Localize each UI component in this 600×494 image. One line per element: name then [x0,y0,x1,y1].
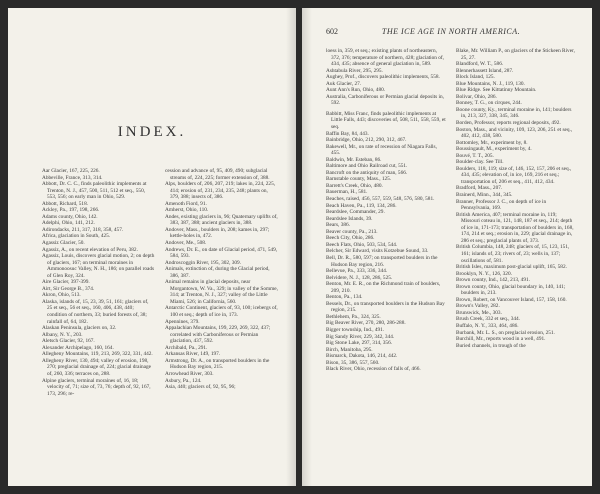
index-entry: Akron, Ohio, 513. [42,292,81,299]
index-entry: Benton, Mr. E. R., on the Richmond train of boulders, 209, 210. [326,281,441,294]
index-entry: Animals, extinction of, during the Glacial period, 386, 387. [165,266,270,279]
index-entry: Brown, Robert, on Vancouver Island, 157, 158, 160. [456,296,567,303]
index-entry: Africa, glaciation in South, 425. [42,233,111,240]
index-entry: Archibald, Pa., 291. [165,344,208,351]
index-entry: Brush Creek, 332 et seq., 344. [456,316,520,323]
index-entry: Boston, Mass., and vicinity, 109, 123, 206, 251 et seq., 402, 412, 438, 580. [456,126,573,140]
index-column [42,168,155,397]
index-entry: Alaskan Peninsula, glaciers on, 32. [42,325,117,332]
index-entry: Aunt Ann's Run, Ohio, 480. [326,87,386,94]
index-entry: Agassiz, A., on recent elevation of Peru, 382. [42,246,138,253]
index-entry: Adirondacks, 211, 317, 318, 358, 457. [42,226,124,233]
index-entry: loess in, 359, et seq.; existing plants of northeastern, 372, 376; temperature of northern, 428; glaciation of, 434, 435; absence of general glaciation in, 589. [326,48,444,68]
index-entry: British Columbia, 148, 248; glaciers of, 15, 123, 151, 161; islands of, 23; rivers of, 23; wells in, 137; oscillations of, 581. [456,244,570,264]
index-entry: Brunswick, Me., 303. [456,309,502,316]
index-entry: Allegheny River, 130, 494; valley of erosion, 198, 270; preglacial drainage of, 224; glacial drainage of, 260, 336; terraces on, 288. [42,357,151,377]
index-entry: Baffin Bay, 84, 443. [326,130,369,137]
index-entry: Aar Glacier, 167, 225, 226. [42,168,100,174]
index-entry: Blennerhassett Island, 287. [456,67,514,74]
index-entry: Allegheny Mountains, 119, 213, 269, 322, 331, 442. [42,351,153,358]
index-entry: Buffalo, N. Y., 333, 464, 486. [456,322,519,329]
index-entry: Alpine glaciers, terminal moraines of, 16, 18; velocity of, 71; size of, 73, 76; depth of, 92, 167, 173, 296; re- [42,377,151,397]
index-entry: Big Beaver River, 270, 280, 286-288. [326,320,406,327]
index-entry: Aire Glacier, 397-399. [42,279,90,286]
index-entry: Burchill, Mr., reports wood in a well, 491. [456,336,546,343]
page-fold-shadow [302,8,312,486]
index-entry: Bancroft on the antiquity of man, 566. [326,169,408,176]
index-entry: Bottomley, Mr., experiment by, 8. [456,139,528,146]
index-entry: Boulders, 118, 119; size of, 146, 152, 157, 206 et seq., 434, 435; elevation of, in ice, 169, 216 et seq.; transportation of, 206 et seq., 411, 412, 434. [456,165,572,185]
index-entry: Birch, Manitoba, 295. [326,346,373,353]
index-entry: Bauerman, H., 581. [326,189,368,196]
left-page [8,8,296,486]
index-entry: Boussingault, M., experiment by, 4. [456,146,532,153]
index-entry: Agassiz Glacier, 50. [42,240,85,247]
index-entry: Bakewell, Mr., on rate of recession of Niagara Falls, 455. [326,143,437,157]
index-entry: Bradford, Mass., 207. [456,185,503,192]
index-entry: Buried channels, in trough of the [456,342,526,349]
right-page [302,8,592,486]
index-entry: Aletsch Glacier, 92, 167. [42,338,95,345]
index-entry: Antarctic Continent, glaciers of, 93, 100; icebergs of, 100 et seq.; depth of ice in, 173. [165,305,278,319]
right-page-columns [326,48,576,373]
index-entry: Blue Ridge. See Kittatinny Mountain. [456,87,537,94]
index-entry: Auk Glacier, 27. [326,80,362,87]
index-entry: Andes, existing glaciers in, 96; Quaternary uplifts of, 383, 387, 388; ancient glaciers in, 388. [165,213,278,227]
index-entry: Alaska, islands of, 15, 23, 39, 51, 161; glaciers of, 25 et seq., 56 et seq., 160, 406, 438, 440; condition of northern, 33; buried forests of, 38; rainfall of, 64, 182. [42,298,149,325]
index-entry: Amherst, Ohio, 110. [165,207,209,214]
index-entry: Bell, Dr. R., 580, 597; on transported boulders in the Hudson Bay region, 216. [326,254,438,268]
running-head [326,27,576,36]
index-entry: Bolivar, Ohio, 286. [456,93,497,100]
index-entry: Bethlehem, Pa., 324, 325. [326,313,381,320]
index-entry: Belcher, Sir Edward, visits Kotzebue Sound, 33. [326,248,429,255]
index-entry: Beaver county, Pa., 213. [326,228,378,235]
index-entry: Abbott, Dr. C. C., finds paleolithic implements at Trenton, N. J., 457, 500, 511, 512 et seq., 550, 553, 556; on early man in Ohio, 529. [42,181,147,201]
index-entry: Armstrong, Dr. A., on transported boulders in the Hudson Bay region, 215. [165,357,270,371]
index-entry: Babbitt, Miss Franc, finds paleolithic implements at Little Falls, 443; discoveries of, 508, 511, 558, 559, et seq. [326,110,446,131]
index-entry: Bainbridge, Ohio, 212, 290, 312, 467. [326,137,407,144]
index-entry: Andover, Mass., boulders in, 208; kames in, 297; kettle-holes in, 472. [165,226,270,240]
index-entry: Australia, Carboniferous or Permian glacial deposits in, 592. [326,93,444,107]
index-entry: Bessels, Dr., on transported boulders in the Hudson Bay region, 215. [326,300,445,314]
index-entry: Appalachian Mountains, 199, 229, 269, 322, 437; correlated with Carboniferous or Permian glaciation, 437, 592. [165,325,271,345]
index-entry: Bison, 35, 386, 557, 560. [326,359,380,366]
index-entry: Black River, Ohio, recession of falls of, 466. [326,366,421,373]
index-entry: Burbank, Mr. L. S., on preglacial erosion, 251. [456,329,555,336]
index-entry: Beech Flats, Ohio, 503, 534, 544. [326,241,398,248]
index-entry: Albany, N. Y., 203. [42,331,83,338]
index-entry: Ashtabula River, 295, 295. [326,67,383,74]
index-entry: Aughey, Prof., discovers paleolithic implements, 558. [326,74,440,81]
index-entry: Brown's Valley, 282. [456,303,500,310]
index-entry: Ackley, Pa., 197, 198, 266. [42,207,100,214]
index-entry: Arkansas River, 149, 197. [165,351,221,358]
index-entry: Beach Haven, Pa., 119, 134, 286. [326,202,397,209]
index-title: INDEX. [117,124,187,140]
index-column [456,48,576,373]
index-entry: Beaches, raised, 456, 557, 559, 548, 576, 580, 581. [326,196,435,203]
index-entry: Bellevue, Pa., 333, 336, 344. [326,268,388,275]
index-entry: Baltimore and Ohio Railroad cut, 551. [326,163,408,170]
index-entry: Big Sandy River, 229, 342, 344. [326,333,395,340]
index-entry: Airt, Sir George B., 374. [42,285,95,292]
index-entry: Brown county, Ind., 142, 213, 491. [456,277,530,284]
index-column [165,168,278,397]
index-entry: Alps, boulders of, 206, 207, 219; lakes in, 224, 225, 414; erosion of, 231, 234, 235, 248; plants on, 379, 388; insects of, 386. [165,181,276,201]
index-entry: Barnstable county, Mass., 125. [326,176,392,183]
index-entry: Boulder-clay. See Till. [456,159,504,166]
index-entry: Baldwin, Mr. Esteban, 86. [326,156,382,163]
index-entry: British Isles, maximum post-glacial uplift, 165, 582. [456,264,567,271]
index-entry: Adams county, Ohio, 142. [42,213,98,220]
index-entry: British America, 407; terminal moraine in, 119; Missouri coteau in, 121, 148, 187 et seq., 214; depth of ice in, 171-173; transportation of boulders in, 168, 174, 214 et seq.; erosion in, 229; glacial drainage in, 286 et seq.; preglacial plants of, 373. [456,211,574,244]
index-entry: Brown county, Ohio, glacial boundary in, 140, 141; boulders in, 213. [456,283,566,297]
index-entry: Bismarck, Dakota, 146, 214, 442. [326,353,398,360]
index-entry: Beardslee, Commander, 29. [326,209,385,216]
index-entry: Big Stone Lake, 297, 314, 356. [326,340,393,347]
page-fold-shadow [286,8,296,486]
index-entry: Barrett's Creek, Ohio, 480. [326,182,383,189]
index-entry: Andover, Me., 508. [165,240,207,247]
index-entry: Abbott, Richard, 518. [42,200,89,207]
left-page-columns [42,168,278,397]
running-title: THE ICE AGE IN NORTH AMERICA. [381,27,521,36]
index-entry: Block Island, 125. [456,74,495,81]
index-entry: Bigger township, Ind., 491. [326,326,385,333]
index-entry: Amenoth Fiord, 91. [165,200,207,207]
index-entry: Branner, Professor J. C., on depth of ice in Pennsylvania, 169. [456,198,547,212]
index-entry: Alexander Archipelago, 160, 164. [42,344,114,351]
index-entry: Borden, Professor, reports regional deposits, 492. [456,120,561,127]
index-entry: Blake, Mr. William P., on glaciers of the Stickeen River, 25, 27. [456,48,575,61]
index-entry: Arrowhead River, 303. [165,370,214,377]
index-entry: Blue Mountains, N. J., 119, 130. [456,80,525,87]
index-entry: cession and advance of, 95, 409, 490; subglacial streams of, 224, 225; former extension of, 388. [165,168,270,181]
index-entry: Bonney, T. G., on cirques, 244. [456,100,522,107]
index-entry: Abbeville, France, 313, 314. [42,174,103,181]
index-entry: Agassiz, Louis, discovers glacial motion, 2; on depth of glaciers, 167; on terminal moraines in Ammonoosuc Valley, N. H., 186; on parallel roads of Glen Roy, 324. [42,253,155,279]
index-entry: Asbury, Pa., 124. [165,377,202,384]
index-entry: Brainerd, Minn., 344, 345. [456,192,513,199]
index-entry: Andrews, Dr. E., on date of Glacial period, 471, 549, 584, 593. [165,246,278,260]
index-entry: Belvidere, N. J., 128, 286, 525. [326,274,393,281]
index-entry: Benton, Pa., 134. [326,294,363,301]
index-entry: Blandford, W. T., 586. [456,61,504,68]
index-entry: Animal remains in glacial deposits, near Morgantown, W. Va., 329; in valley of the Somme, 314; at Trenton, N. J., 327; valley of the Little Miami, 526; in California, 560. [165,279,278,305]
index-entry: Bouvé, T. T., 205. [456,152,494,159]
index-column [326,48,446,373]
index-entry: Boone county, Ky., terminal moraine in, 141; boulders in, 213, 327, 338, 345, 346. [456,106,572,120]
index-entry: Androscoggin River, 195, 302, 309. [165,259,241,266]
index-entry: Bears, 386. [326,222,350,229]
page-number: 602 [326,27,338,36]
index-entry: Apennines, 379. [165,318,200,325]
index-entry: Beech City, Ohio, 286. [326,235,375,242]
index-entry: Asia, 440; glaciers of, 92, 95, 96; [165,384,236,391]
index-entry: Beardslee Islands, 39. [326,215,373,222]
index-entry: Brooklyn, N. Y., 126, 320. [456,270,512,277]
index-entry: Adelphi, Ohio, 141, 212. [42,220,95,227]
